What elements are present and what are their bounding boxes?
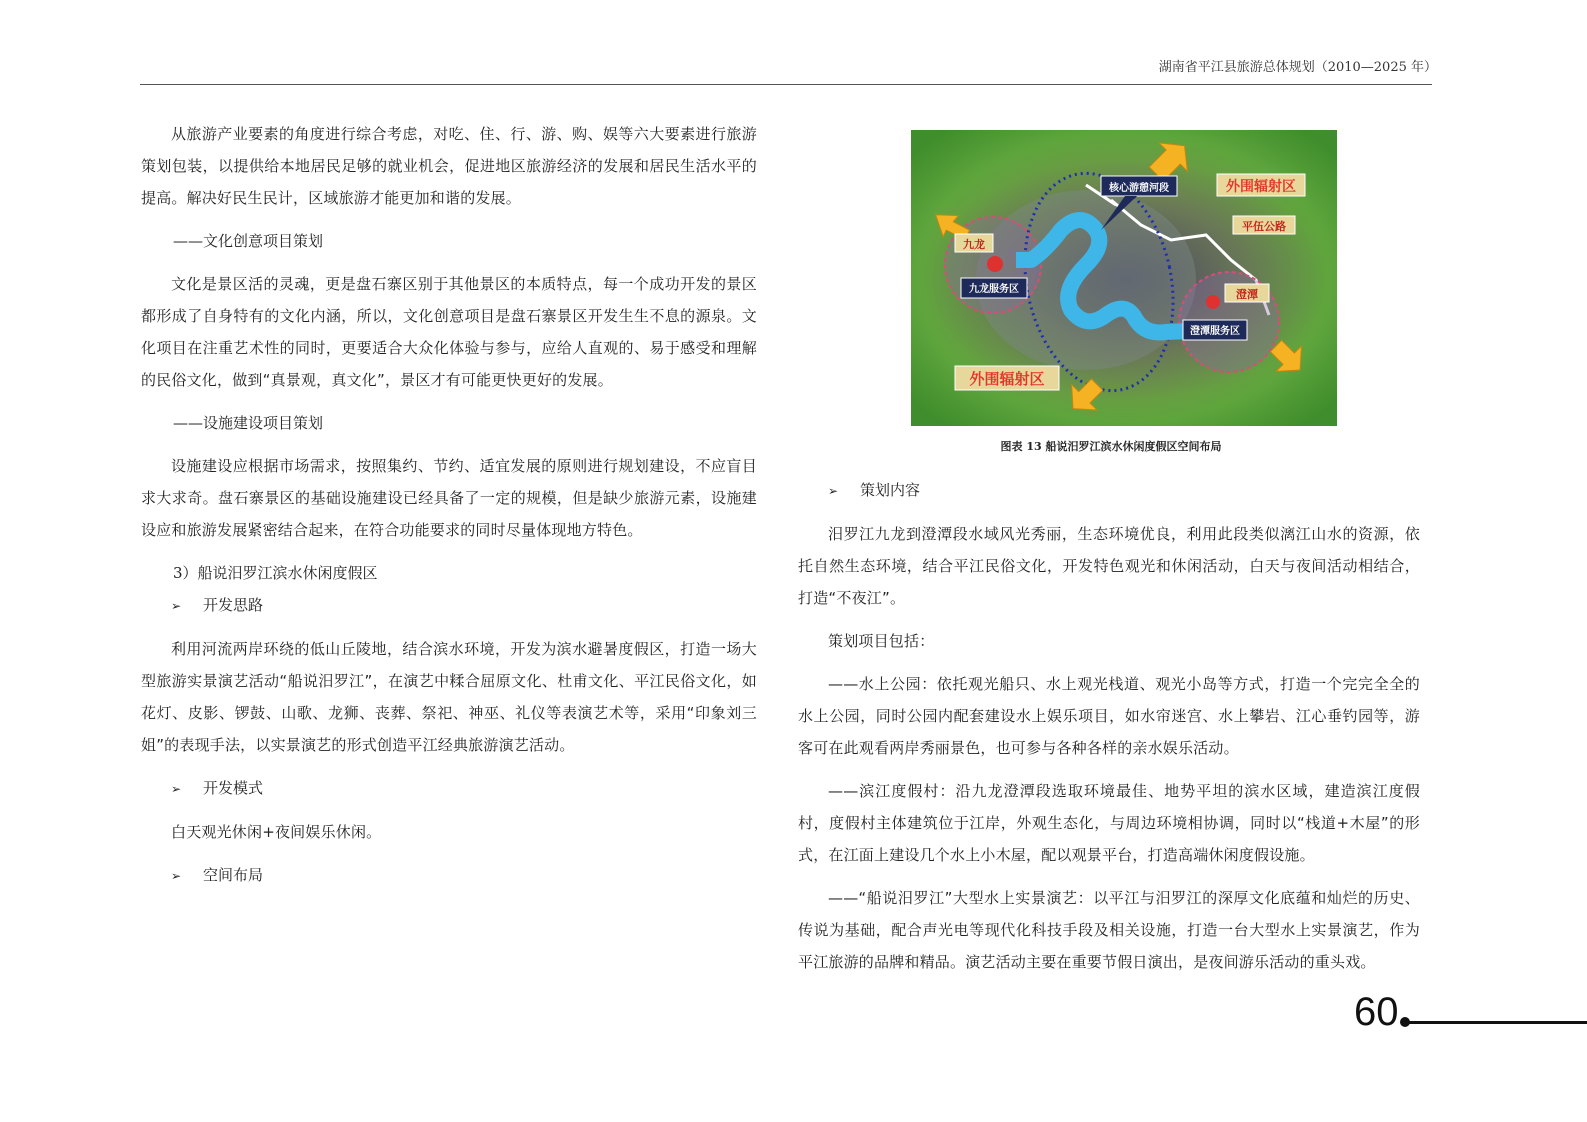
arrow-bullet-icon: ➢ — [171, 782, 182, 796]
paragraph: 汨罗江九龙到澄潭段水域风光秀丽，生态环境优良，利用此段类似漓江山水的资源，依托自然生态环境，结合平江民俗文化，开发特色观光和休闲活动，白天与夜间活动相结合，打造“不夜江”。 — [798, 525, 1420, 607]
arrow-bullet-icon: ➢ — [171, 599, 182, 613]
bullet-heading — [141, 859, 757, 892]
paragraph: 利用河流两岸环绕的低山丘陵地，结合滨水环境，开发为滨水避暑度假区，打造一场大型旅游实景演艺活动“船说汨罗江”，在演艺中糅合屈原文化、杜甫文化、平江民俗文化，如花灯、皮影、锣鼓、山歌、龙狮、丧葬、祭祀、神巫、礼仪等表演艺术等，采用“印象刘三姐”的表现手法，以实景演艺的形式创造平江经典旅游演艺活动。 — [141, 640, 757, 754]
outer-zone-label-top: 外围辐射区 — [1226, 179, 1296, 195]
chengtan-label: 澄潭 — [1236, 288, 1258, 301]
figure-caption: 图表 13 船说汨罗江滨水休闲度假区空间布局 — [1000, 440, 1222, 453]
jiulong-service-label: 九龙服务区 — [969, 284, 1019, 295]
bullet-label: 空间布局 — [203, 866, 264, 884]
arrow-bullet-icon: ➢ — [171, 869, 182, 883]
arrow-bullet-icon: ➢ — [828, 484, 839, 498]
header-divider — [140, 84, 1432, 85]
paragraph: ——“船说汨罗江”大型水上实景演艺：以平江与汨罗江的深厚文化底蕴和灿烂的历史、传说为基础，配合声光电等现代化科技手段及相关设施，打造一台大型水上实景演艺，作为平江旅游的品牌和精品。演艺活动主要在重要节假日演出，是夜间游乐活动的重头戏。 — [798, 889, 1420, 971]
core-river-label: 核心游憩河段 — [1109, 183, 1169, 194]
chengtan-service-label: 澄潭服务区 — [1190, 326, 1240, 337]
bullet-label: 开发思路 — [203, 596, 264, 614]
chengtan-marker — [1206, 295, 1220, 309]
paragraph: 从旅游产业要素的角度进行综合考虑，对吃、住、行、游、购、娱等六大要素进行旅游策划包装，以提供给本地居民足够的就业机会，促进地区旅游经济的发展和居民生活水平的提高。解决好民生民计，区域旅游才能更加和谐的发展。 — [141, 125, 757, 207]
paragraph: ——滨江度假村：沿九龙澄潭段选取环境最佳、地势平坦的滨水区域，建造滨江度假村，度假村主体建筑位于江岸，外观生态化，与周边环境相协调，同时以“栈道+木屋”的形式，在江面上建设几个水上小木屋，配以观景平台，打造高端休闲度假设施。 — [798, 782, 1420, 864]
road-label: 平伍公路 — [1242, 220, 1286, 233]
paragraph: 白天观光休闲+夜间娱乐休闲。 — [171, 823, 382, 841]
map-graphic — [911, 130, 1337, 426]
jiulong-marker — [987, 256, 1003, 272]
right-column — [798, 130, 1420, 989]
paragraph: 设施建设应根据市场需求，按照集约、节约、适宜发展的原则进行规划建设，不应盲目求大求奇。盘石寨景区的基础设施建设已经具备了一定的规模，但是缺少旅游元素，设施建设应和旅游发展紧密结合起来，在符合功能要求的同时尽量体现地方特色。 — [141, 457, 757, 539]
bullet-heading — [141, 772, 757, 805]
paragraph: 文化是景区活的灵魂，更是盘石寨区别于其他景区的本质特点，每一个成功开发的景区都形成了自身特有的文化内涵，所以，文化创意项目是盘石寨景区开发生生不息的源泉。文化项目在注重艺术性的同时，更要适合大众化体验与参与，应给人直观的、易于感受和理解的民俗文化，做到“真景观，真文化”，景区才有可能更快更好的发展。 — [141, 275, 757, 389]
page-number-rule — [1404, 1021, 1587, 1024]
left-column — [141, 118, 757, 903]
paragraph: 策划项目包括： — [828, 632, 935, 650]
section-subheading: ——设施建设项目策划 — [173, 414, 324, 432]
document-header-title: 湖南省平江县旅游总体规划（2010—2025 年） — [1158, 60, 1437, 75]
spatial-layout-map — [911, 130, 1337, 426]
bullet-heading — [141, 589, 757, 622]
bullet-label: 策划内容 — [860, 481, 921, 499]
jiulong-label: 九龙 — [963, 238, 985, 251]
page-number: 60 — [1354, 990, 1399, 1034]
bullet-heading — [798, 474, 1420, 507]
bullet-label: 开发模式 — [203, 779, 264, 797]
outer-zone-label-bottom: 外围辐射区 — [969, 370, 1045, 388]
section-heading: 3）船说汨罗江滨水休闲度假区 — [173, 564, 378, 582]
paragraph: ——水上公园：依托观光船只、水上观光栈道、观光小岛等方式，打造一个完完全全的水上公园，同时公园内配套建设水上娱乐项目，如水帘迷宫、水上攀岩、江心垂钓园等，游客可在此观看两岸秀丽景色，也可参与各种各样的亲水娱乐活动。 — [798, 675, 1420, 757]
section-subheading: ——文化创意项目策划 — [173, 232, 324, 250]
